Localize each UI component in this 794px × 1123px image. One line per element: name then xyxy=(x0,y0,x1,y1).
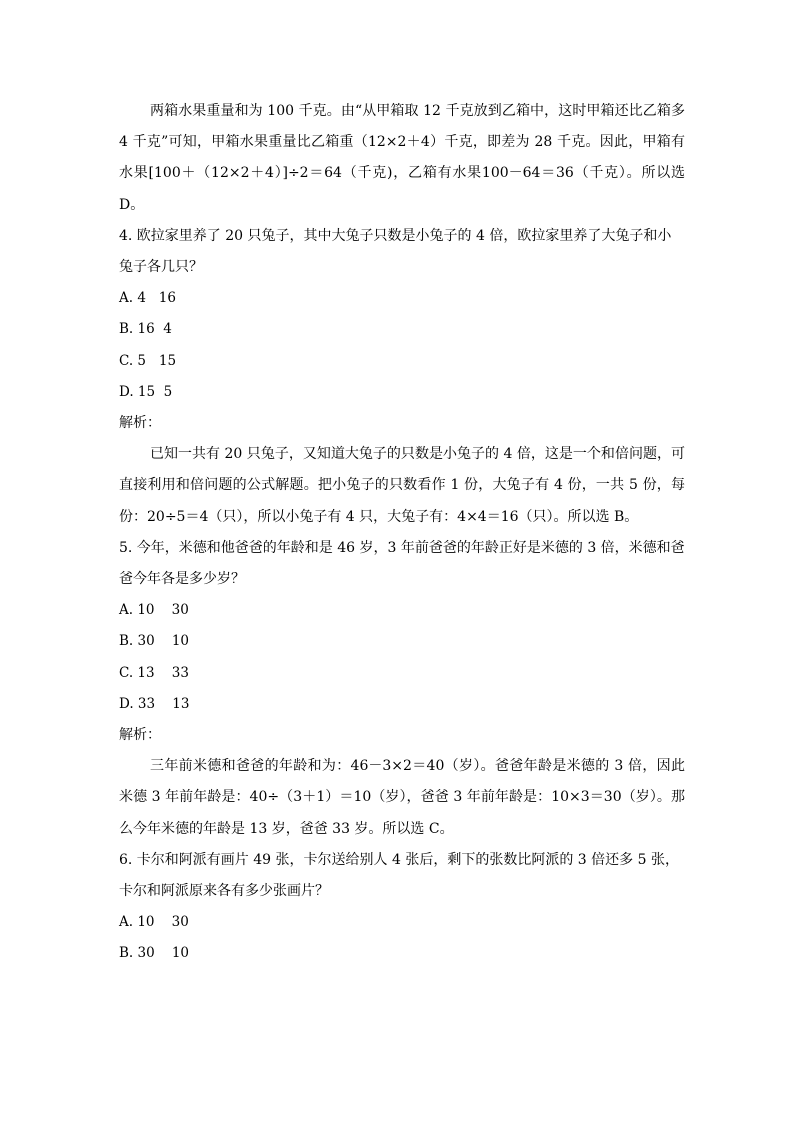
q3-explanation-text: 两箱水果重量和为 100 千克。由“从甲箱取 12 千克放到乙箱中，这时甲箱还比乙箱多 4 千克”可知，甲箱水果重量比乙箱重（12×2＋4）千克，即差为 28 千克。因此，甲箱有水果[100＋（12×2＋4）]÷2＝64（千克)，乙箱有水果100－64＝36（千克）。所以选 D。 xyxy=(119,103,685,213)
q4-option-b: B. 16 4 xyxy=(119,321,172,338)
q5-explanation-text: 三年前米德和爸爸的年龄和为：46－3×2＝40（岁）。爸爸年龄是米德的 3 倍，因此米德 3 年前年龄是：40÷（3＋1）＝10（岁），爸爸 3 年前年龄是：10×3＝30（岁）。那么今年米德的年龄是 13 岁，爸爸 33 岁。所以选 C。 xyxy=(119,758,685,837)
q5-option-d: D. 33 13 xyxy=(119,695,190,712)
q6-option-a: A. 10 30 xyxy=(119,914,189,931)
q5-explanation-label: 解析： xyxy=(119,727,161,744)
q4-explanation-text: 已知一共有 20 只兔子，又知道大兔子的只数是小兔子的 4 倍，这是一个和倍问题，可直接利用和倍问题的公式解题。把小兔子的只数看作 1 份，大兔子有 4 份，一共 5 份，每份：20÷5＝4（只），所以小兔子有 4 只，大兔子有：4×4＝16（只）。所以选 B。 xyxy=(119,446,685,525)
q4-option-d: D. 15 5 xyxy=(119,383,173,400)
question-4: 4. 欧拉家里养了 20 只兔子，其中大兔子只数是小兔子的 4 倍，欧拉家里养了大兔子和小兔子各几只？ xyxy=(119,227,672,276)
question-5: 5. 今年，米德和他爸爸的年龄和是 46 岁，3 年前爸爸的年龄正好是米德的 3 倍，米德和爸爸今年各是多少岁？ xyxy=(119,539,685,588)
q4-option-a: A. 4 16 xyxy=(119,290,176,307)
question-6: 6. 卡尔和阿派有画片 49 张，卡尔送给别人 4 张后，剩下的张数比阿派的 3 倍还多 5 张，卡尔和阿派原来各有多少张画片？ xyxy=(119,851,679,900)
document-body xyxy=(119,96,685,970)
q6-option-b: B. 30 10 xyxy=(119,945,190,962)
q5-option-a: A. 10 30 xyxy=(119,602,189,619)
q4-option-c: C. 5 15 xyxy=(119,352,177,369)
q5-option-b: B. 30 10 xyxy=(119,633,190,650)
q4-explanation-label: 解析： xyxy=(119,415,161,432)
q5-option-c: C. 13 33 xyxy=(119,664,189,681)
